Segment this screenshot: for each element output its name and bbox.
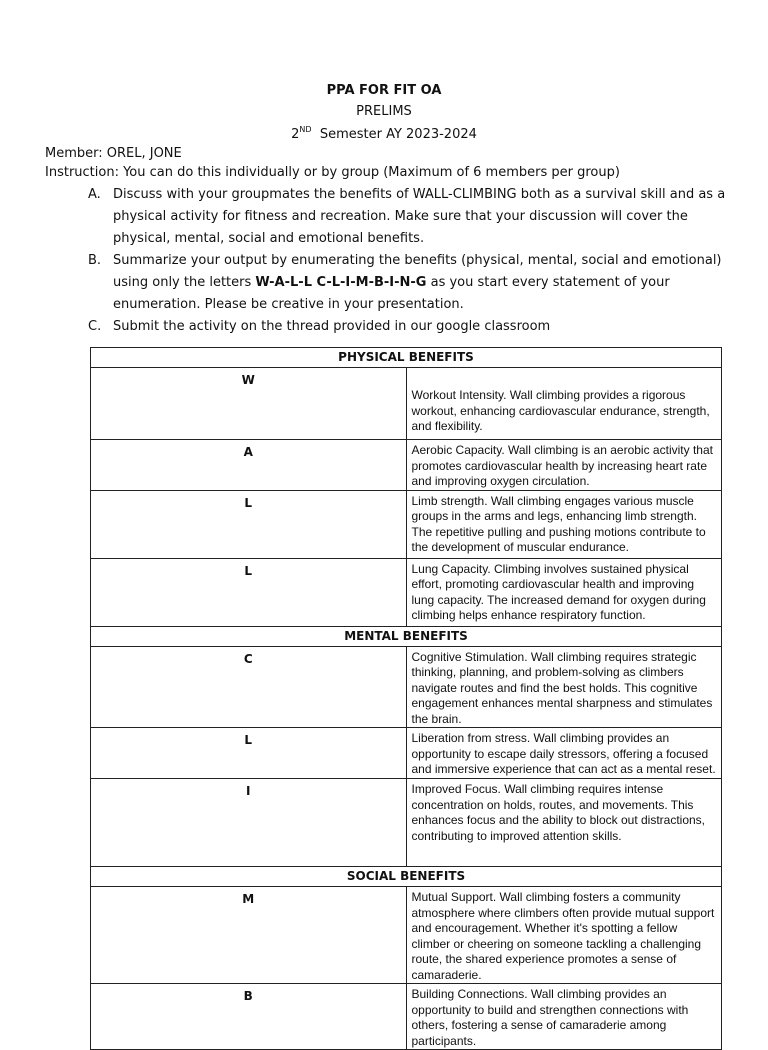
item-text-letters: W-A-L-L C-L-I-M-B-I-N-G: [255, 275, 427, 290]
semester-text: Semester AY 2023-2024: [319, 127, 477, 142]
row-text: Cognitive Stimulation. Wall climbing requires strategic thinking, planning, and problem-solving as climbers navigate routes and find the best holds. This cognitive engagement enhances mental sharpness and stimulates the brain.: [406, 646, 722, 728]
row-letter: L: [91, 490, 407, 558]
item-text-post: as you start every statement of your enumeration. Please be creative in your presentation.: [113, 275, 670, 312]
doc-semester: [0, 125, 768, 142]
table-row: [91, 368, 722, 440]
row-text: [406, 368, 722, 440]
instruction-line: Instruction: You can do this individually or by group (Maximum of 6 members per group): [45, 165, 620, 180]
semester-ordinal: 2: [291, 127, 300, 142]
item-marker: C.: [88, 319, 102, 334]
table-row: [91, 887, 722, 984]
item-text: Submit the activity on the thread provided in our google classroom: [113, 319, 551, 334]
row-text: Aerobic Capacity. Wall climbing is an aerobic activity that promotes cardiovascular health by increasing heart rate and improving oxygen circulation.: [406, 440, 722, 491]
instruction-list: [88, 184, 728, 338]
semester-ordinal-suffix: ND: [299, 125, 312, 134]
row-text: Liberation from stress. Wall climbing provides an opportunity to escape daily stressors, offering a focused and immersive experience that can act as a mental reset.: [406, 728, 722, 779]
row-letter: L: [91, 558, 407, 626]
row-text-content: Workout Intensity. Wall climbing provides a rigorous workout, enhancing cardiovascular endurance, strength, and flexibility.: [411, 388, 710, 433]
row-letter: W: [91, 368, 407, 440]
instruction-item-a: [88, 184, 728, 250]
section-row-social: [91, 867, 722, 887]
row-text: Mutual Support. Wall climbing fosters a community atmosphere where climbers often provide mutual support and encouragement. Whether it's spotting a fellow climber or cheering on someone tackling a challenging route, the shared experience promotes a sense of camaraderie.: [406, 887, 722, 984]
benefits-table: [90, 347, 722, 1050]
doc-subtitle: PRELIMS: [356, 104, 412, 119]
item-text: Discuss with your groupmates the benefits of WALL-CLIMBING both as a survival skill and as a physical activity for fitness and recreation. Make sure that your discussion will cover the physical, mental, social and emotional benefits.: [113, 187, 726, 246]
section-row-mental: [91, 626, 722, 646]
item-text-pre: Summarize your output by enumerating the benefits (physical, mental, social and emotional) using only the letters: [113, 253, 722, 290]
row-letter: M: [91, 887, 407, 984]
table-row: [91, 728, 722, 779]
table-row: [91, 490, 722, 558]
row-text: Lung Capacity. Climbing involves sustained physical effort, promoting cardiovascular health and improving lung capacity. The increased demand for oxygen during climbing helps enhance respiratory function.: [406, 558, 722, 626]
table-row: [91, 558, 722, 626]
table-row: [91, 779, 722, 867]
table-row: [91, 440, 722, 491]
row-text: Improved Focus. Wall climbing requires intense concentration on holds, routes, and movements. This enhances focus and the ability to block out distractions, contributing to improved attention skills.: [406, 779, 722, 867]
item-marker: A.: [88, 187, 101, 202]
table-row: [91, 646, 722, 728]
row-letter: B: [91, 984, 407, 1050]
section-heading-mental: MENTAL BENEFITS: [91, 626, 722, 646]
instruction-item-b: [88, 250, 728, 316]
row-text: Limb strength. Wall climbing engages various muscle groups in the arms and legs, enhancing limb strength. The repetitive pulling and pushing motions contribute to the development of muscular endurance.: [406, 490, 722, 558]
row-text: Building Connections. Wall climbing provides an opportunity to build and strengthen connections with others, fostering a sense of camaraderie among participants.: [406, 984, 722, 1050]
row-letter: I: [91, 779, 407, 867]
row-letter: L: [91, 728, 407, 779]
table-row: [91, 984, 722, 1050]
instruction-item-c: [88, 316, 728, 338]
row-letter: A: [91, 440, 407, 491]
section-heading-social: SOCIAL BENEFITS: [91, 867, 722, 887]
row-letter: C: [91, 646, 407, 728]
section-row-physical: [91, 348, 722, 368]
item-marker: B.: [88, 253, 102, 268]
member-line: Member: OREL, JONE: [45, 146, 182, 161]
doc-title: PPA FOR FIT OA: [326, 83, 442, 98]
section-heading-physical: PHYSICAL BENEFITS: [91, 348, 722, 368]
